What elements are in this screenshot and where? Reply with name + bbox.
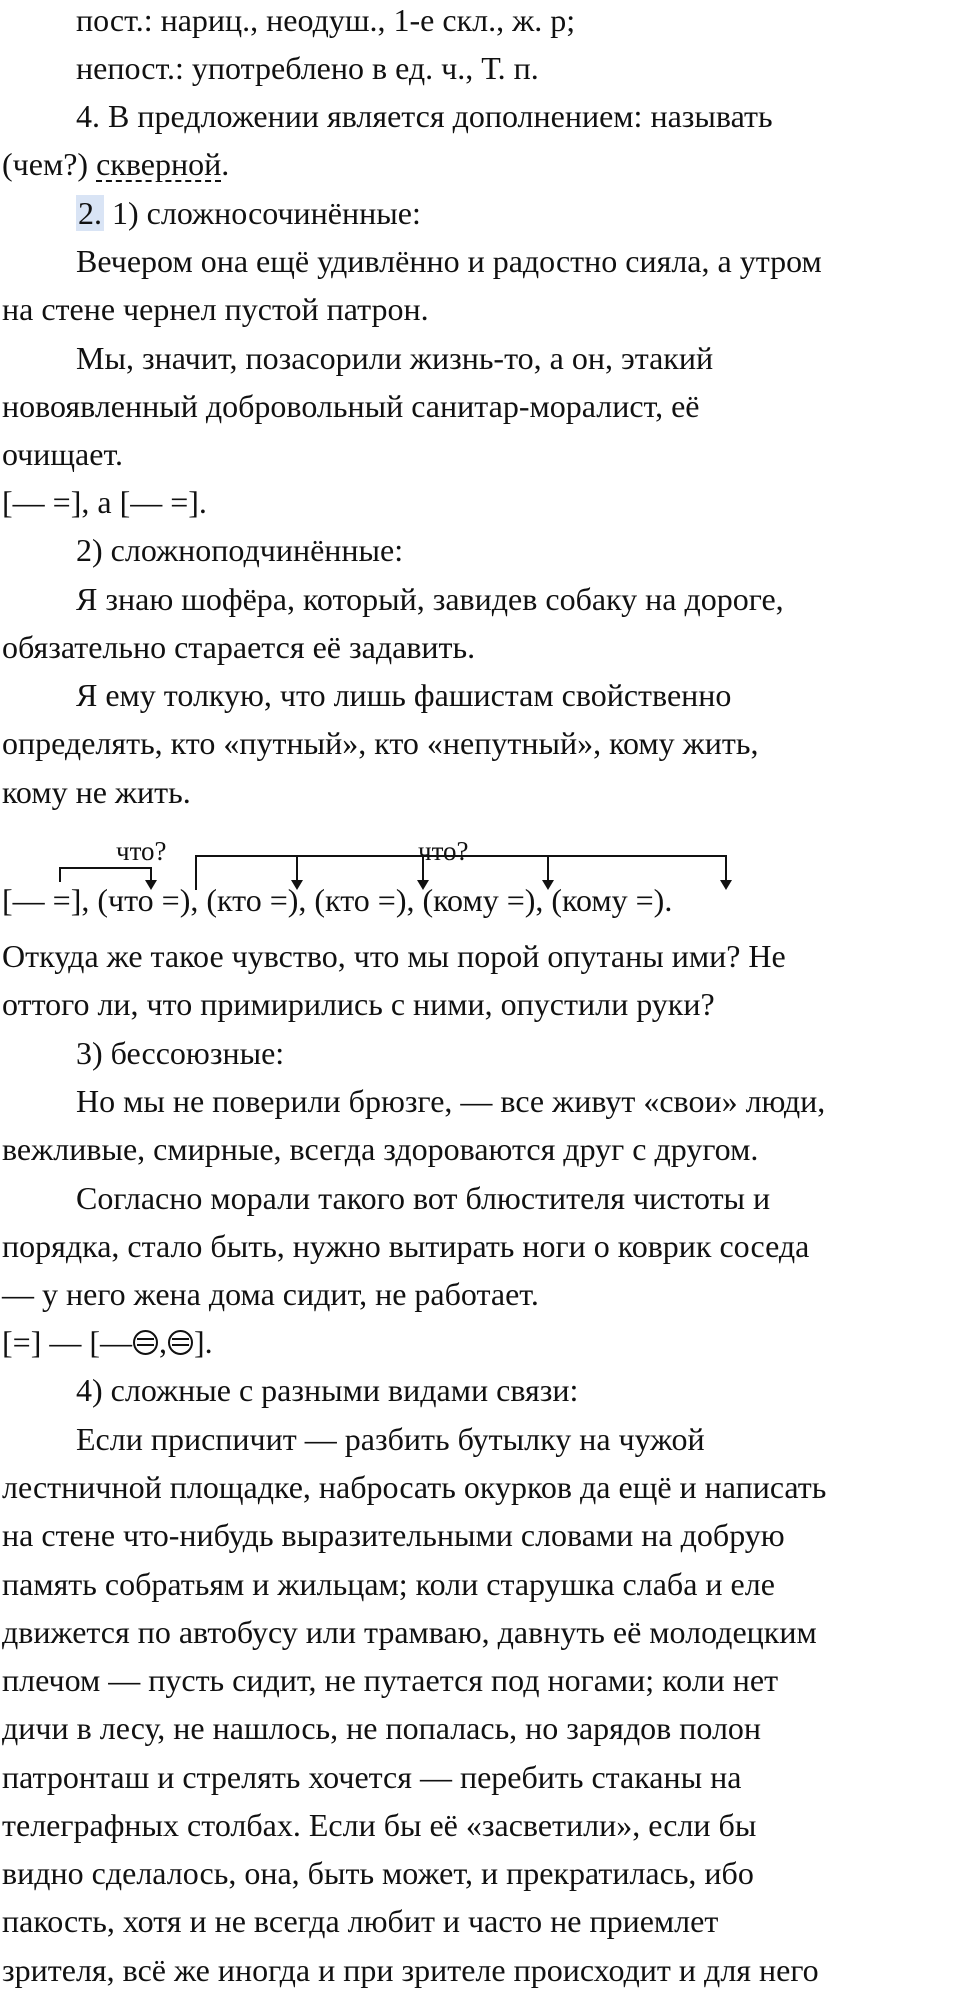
text-line-14: обязательно старается её задавить.	[2, 629, 476, 665]
schema-label-2: что?	[418, 836, 469, 866]
text-line-2: непост.: употреблено в ед. ч., Т. п.	[76, 50, 539, 86]
text-line-9: новоявленный добровольный санитар-моралист, её	[2, 388, 700, 424]
section-heading-2: 2) сложноподчинённые:	[76, 532, 404, 568]
text-line-24: Согласно морали такого вот блюстителя чистоты и	[76, 1180, 771, 1216]
text-line-32: память собратьям и жильцам; коли старушка слаба и еле	[2, 1566, 775, 1602]
text-line-26: — у него жена дома сидит, не работает.	[2, 1276, 539, 1312]
text-line-8: Мы, значит, позасорили жизнь-то, а он, этакий	[76, 340, 714, 376]
scheme-complex: [— =], (что =), (кто =), (кто =), (кому =), (кому =).	[2, 882, 673, 918]
text-line-25: порядка, стало быть, нужно вытирать ноги о коврик соседа	[2, 1228, 810, 1264]
text-line-3: 4. В предложении является дополнением: называть	[76, 98, 773, 134]
text-line-6: Вечером она ещё удивлённо и радостно сияла, а утром	[76, 243, 822, 279]
section-heading-4: 4) сложные с разными видами связи:	[76, 1372, 579, 1408]
text-line-13: Я знаю шофёра, который, завидев собаку на дороге,	[76, 581, 784, 617]
text-line-35: дичи в лесу, не нашлось, не попалась, но зарядов полон	[2, 1710, 762, 1746]
text-line-31: на стене что-нибудь выразительными словами на добрую	[2, 1517, 785, 1553]
text-line-29: Если приспичит — разбить бутылку на чужой	[76, 1421, 705, 1457]
text-line-40: зрителя, всё же иногда и при зрителе происходит и для него	[2, 1952, 819, 1988]
highlighted-number: 2.	[78, 195, 102, 231]
underlined-word: скверной	[96, 146, 222, 182]
text-line-17: кому не жить.	[2, 774, 191, 810]
text-line-22: Но мы не поверили брюзге, — все живут «свои» люди,	[76, 1083, 826, 1119]
text-line-34: плечом — пусть сидит, не путается под ногами; коли нет	[2, 1662, 779, 1698]
text-line-7: на стене чернел пустой патрон.	[2, 291, 429, 327]
text-line-33: движется по автобусу или трамваю, давнуть её молодецким	[2, 1614, 817, 1650]
text-line-30: лестничной площадке, набросать окурков да ещё и написать	[2, 1469, 827, 1505]
text-line-23: вежливые, смирные, всегда здороваются друг с другом.	[2, 1131, 759, 1167]
circled-member-icon	[133, 1330, 158, 1355]
text-line-37: телеграфных столбах. Если бы её «засветили», если бы	[2, 1807, 757, 1843]
schema-label-1: что?	[116, 836, 167, 866]
scheme-compound: [— =], а [— =].	[2, 484, 207, 520]
section-heading-3: 3) бессоюзные:	[76, 1035, 285, 1071]
text-line-1: пост.: нариц., неодуш., 1-е скл., ж. р;	[76, 2, 576, 38]
text-line-16: определять, кто «путный», кто «непутный», кому жить,	[2, 725, 759, 761]
section-heading-1: 2. 1) сложносочинённые:	[78, 195, 421, 231]
text-line-38: видно сделалось, она, быть может, и прекратилась, ибо	[2, 1855, 754, 1891]
text-line-19: Откуда же такое чувство, что мы порой опутаны ими? Не	[2, 938, 786, 974]
text-line-36: патронташ и стрелять хочется — перебить стаканы на	[2, 1759, 742, 1795]
scheme-asyndetic: [=] — [— , ].	[2, 1324, 213, 1360]
text-line-10: очищает.	[2, 436, 124, 472]
question-text: (чем?)	[2, 146, 89, 182]
text-line-39: пакость, хотя и не всегда любит и часто не приемлет	[2, 1903, 719, 1939]
text-line-15: Я ему толкую, что лишь фашистам свойственно	[76, 677, 732, 713]
text-line-20: оттого ли, что примирились с ними, опустили руки?	[2, 986, 715, 1022]
circled-member-icon	[168, 1330, 193, 1355]
text-line-4: (чем?) скверной.	[2, 146, 230, 182]
